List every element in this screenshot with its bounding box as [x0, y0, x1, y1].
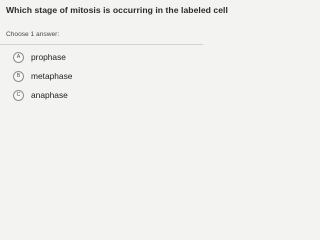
divider: [0, 44, 203, 45]
option-a[interactable]: [7, 48, 203, 66]
option-a-badge: A: [13, 52, 24, 63]
option-c-badge: C: [13, 90, 24, 101]
option-b-badge: B: [13, 71, 24, 82]
option-c-label: anaphase: [31, 90, 68, 100]
question-text: Which stage of mitosis is occurring in the labeled cell: [6, 5, 228, 15]
option-a-label: prophase: [31, 52, 66, 62]
answer-options: [7, 48, 203, 105]
choose-instruction: Choose 1 answer:: [6, 31, 60, 38]
option-c[interactable]: [7, 86, 203, 104]
option-b-label: metaphase: [31, 71, 73, 81]
option-b[interactable]: [7, 67, 203, 85]
